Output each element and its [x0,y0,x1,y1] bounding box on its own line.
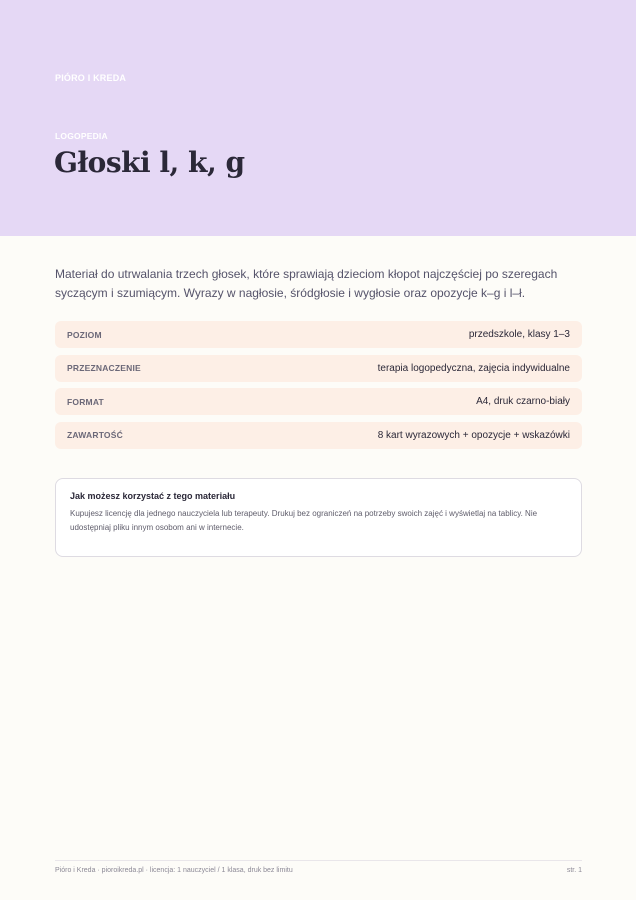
license-box [55,478,582,557]
brand-name: PIÓRO I KREDA [55,73,127,83]
detail-key: POZIOM [67,329,102,340]
detail-row-contents [55,422,582,449]
detail-value: terapia logopedyczna, zajęcia indywidualne [377,362,570,374]
details-list [55,321,582,455]
intro-paragraph: Materiał do utrwalania trzech głosek, które sprawiają dzieciom kłopot najczęściej po szeregach syczącym i szumiącym. Wyrazy w nagłosie, śródgłosie i wygłosie oraz opozycje k–g i l–ł. [55,267,558,300]
category-label: LOGOPEDIA [55,131,108,141]
detail-key: FORMAT [67,396,104,407]
detail-row-format [55,388,582,415]
footer-info: Pióro i Kreda · pioroikreda.pl · licencja: 1 nauczyciel / 1 klasa, druk bez limitu [55,867,293,874]
detail-value: 8 kart wyrazowych + opozycje + wskazówki [377,429,570,441]
detail-key: PRZEZNACZENIE [67,363,141,373]
header-banner [0,0,636,236]
detail-value: przedszkole, klasy 1–3 [468,329,570,340]
detail-row-level [55,321,582,348]
detail-key: ZAWARTOŚĆ [67,430,123,440]
page-footer [55,860,582,874]
license-title: Jak możesz korzystać z tego materiału [70,491,236,501]
license-text: Kupujesz licencję dla jednego nauczyciela lub terapeuty. Drukuj bez ograniczeń na potrzeby swoich zajęć i wyświetlaj na tablicy. Nie udostępniaj pliku innym osobom ani w internecie. [70,509,538,532]
detail-value: A4, druk czarno-biały [476,396,570,407]
page-number: str. 1 [566,867,582,874]
detail-row-purpose [55,355,582,382]
page-title: Głoski l, k, g [54,146,245,179]
